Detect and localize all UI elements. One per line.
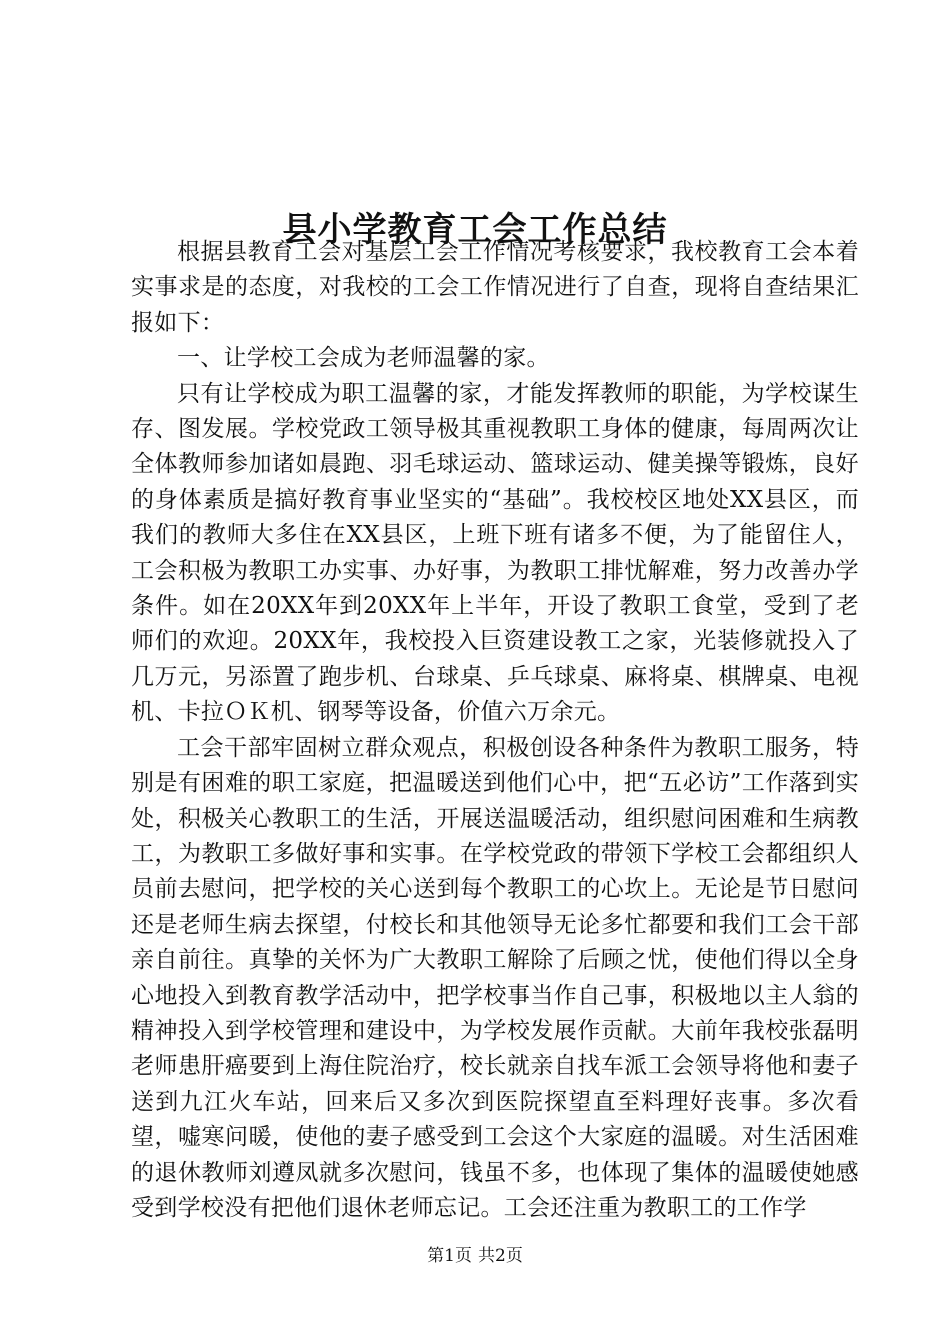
- body-paragraph: 工会干部牢固树立群众观点，积极创设各种条件为教职工服务，特别是有困难的职工家庭，把温暖送到他们心中，把“五必访”工作落到实处，积极关心教职工的生活，开展送温暖活动，组织慰问困难和生病教工，为教职工多做好事和实事。在学校党政的带领下学校工会都组织人员前去慰问，把学校的关心送到每个教职工的心坎上。无论是节日慰问还是老师生病去探望，付校长和其他领导无论多忙都要和我们工会干部亲自前往。真挚的关怀为广大教职工解除了后顾之忧，使他们得以全身心地投入到教育教学活动中，把学校事当作自己事，积极地以主人翁的精神投入到学校管理和建设中，为学校发展作贡献。大前年我校张磊明老师患肝癌要到上海住院治疗，校长就亲自找车派工会领导将他和妻子送到九江火车站，回来后又多次到医院探望直至料理好丧事。多次看望，嘘寒问暖，使他的妻子感受到工会这个大家庭的温暖。对生活困难的退休教师刘遵凤就多次慰问，钱虽不多，也体现了集体的温暖使她感受到学校没有把他们退休老师忘记。工会还注重为教职工的工作学: [131, 734, 859, 1221]
- section-heading: 一、让学校工会成为老师温馨的家。: [177, 345, 550, 372]
- page-number: 第1页: [427, 1246, 472, 1266]
- page-total: 共2页: [478, 1246, 523, 1266]
- page-footer: [0, 1244, 950, 1268]
- document-body: [131, 235, 859, 1226]
- body-paragraph: 只有让学校成为职工温馨的家，才能发挥教师的职能，为学校谋生存、图发展。学校党政工领导极其重视教职工身体的健康，每周两次让全体教师参加诸如晨跑、羽毛球运动、篮球运动、健美操等锻炼，良好的身体素质是搞好教育事业坚实的“基础”。我校校区地处XX县区，而我们的教师大多住在XX县区，上班下班有诸多不便，为了能留住人，工会积极为教职工办实事、办好事，为教职工排忧解难，努力改善办学条件。如在20XX年到20XX年上半年，开设了教职工食堂，受到了老师们的欢迎。20XX年，我校投入巨资建设教工之家，光装修就投入了几万元，另添置了跑步机、台球桌、乒乓球桌、麻将桌、棋牌桌、电视机、卡拉ＯＫ机、钢琴等设备，价值六万余元。: [131, 380, 859, 726]
- intro-paragraph: 根据县教育工会对基层工会工作情况考核要求，我校教育工会本着实事求是的态度，对我校的工会工作情况进行了自查，现将自查结果汇报如下：: [131, 239, 859, 336]
- document-title: 县小学教育工会工作总结: [282, 209, 668, 250]
